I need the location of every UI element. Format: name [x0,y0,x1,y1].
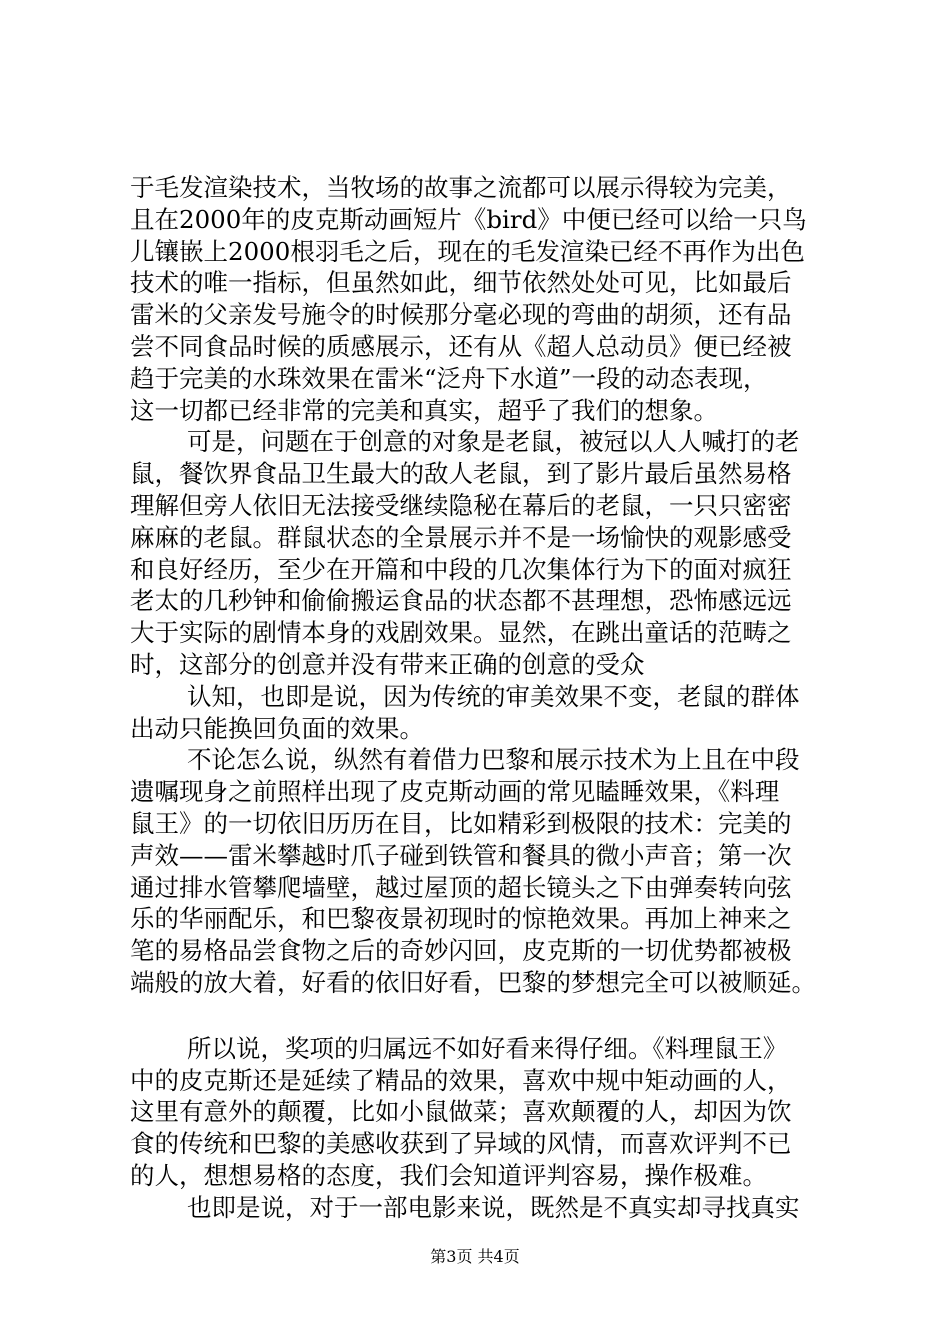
text-line: 趋于完美的水珠效果在雷米“泛舟下水道”一段的动态表现， [130,363,768,393]
text-line: 理解但旁人依旧无法接受继续隐秘在幕后的老鼠，一只只密密 [130,490,792,520]
text-line: 这里有意外的颠覆，比如小鼠做菜；喜欢颠覆的人，却因为饮 [130,1097,792,1127]
text-line: 乐的华丽配乐，和巴黎夜景初现时的惊艳效果。再加上神来之 [130,904,792,934]
text-line: 时，这部分的创意并没有带来正确的创意的受众 [130,649,645,679]
text-line: 雷米的父亲发号施令的时候那分毫必现的弯曲的胡须，还有品 [130,300,792,330]
paragraph-first-line: 可是，问题在于创意的对象是老鼠，被冠以人人喊打的老 [187,427,800,457]
paragraph-first-line: 也即是说，对于一部电影来说，既然是不真实却寻找真实 [187,1192,800,1222]
body-text [130,172,830,1224]
text-line: 老太的几秒钟和偷偷搬运食品的状态都不甚理想，恐怖感远远 [130,586,792,616]
text-line: 儿镶嵌上2000根羽毛之后，现在的毛发渲染已经不再作为出色 [130,236,805,266]
paragraph-first-line: 认知，也即是说，因为传统的审美效果不变，老鼠的群体 [187,681,800,711]
text-line: 端般的放大着，好看的依旧好看，巴黎的梦想完全可以被顺延。 [130,967,816,997]
text-line: 且在2000年的皮克斯动画短片《bird》中便已经可以给一只鸟 [130,204,807,234]
text-line: 大于实际的剧情本身的戏剧效果。显然，在跳出童话的范畴之 [130,618,792,648]
paragraph-first-line: 不论怎么说，纵然有着借力巴黎和展示技术为上且在中段 [187,745,800,775]
text-line: 鼠，餐饮界食品卫生最大的敌人老鼠，到了影片最后虽然易格 [130,459,792,489]
text-line: 这一切都已经非常的完美和真实，超乎了我们的想象。 [130,395,718,425]
page-footer: 第3页 共4页 [430,1247,520,1266]
text-line: 食的传统和巴黎的美感收获到了异域的风情，而喜欢评判不已 [130,1129,792,1159]
text-line: 麻麻的老鼠。群鼠状态的全景展示并不是一场愉快的观影感受 [130,522,792,552]
text-line: 和良好经历，至少在开篇和中段的几次集体行为下的面对疯狂 [130,554,792,584]
text-line: 尝不同食品时候的质感展示，还有从《超人总动员》便已经被 [130,331,792,361]
text-line: 遗嘱现身之前照样出现了皮克斯动画的常见瞌睡效果，《料理 [130,777,780,807]
paragraph-first-line: 所以说，奖项的归属远不如好看来得仔细。《料理鼠王》 [187,1033,788,1063]
text-line: 笔的易格品尝食物之后的奇妙闪回，皮克斯的一切优势都被极 [130,936,792,966]
text-line: 技术的唯一指标，但虽然如此，细节依然处处可见，比如最后 [130,268,792,298]
text-line: 中的皮克斯还是延续了精品的效果，喜欢中规中矩动画的人， [130,1065,792,1095]
text-line: 声效——雷米攀越时爪子碰到铁管和餐具的微小声音；第一次 [130,840,792,870]
text-line: 出动只能换回负面的效果。 [130,713,424,743]
text-line: 通过排水管攀爬墙壁，越过屋顶的超长镜头之下由弹奏转向弦 [130,872,792,902]
text-line: 的人，想想易格的态度，我们会知道评判容易，操作极难。 [130,1160,767,1190]
text-line: 鼠王》的一切依旧历历在目，比如精彩到极限的技术：完美的 [130,808,792,838]
paragraph-gap [130,999,830,1033]
text-line: 于毛发渲染技术，当牧场的故事之流都可以展示得较为完美， [130,173,792,202]
